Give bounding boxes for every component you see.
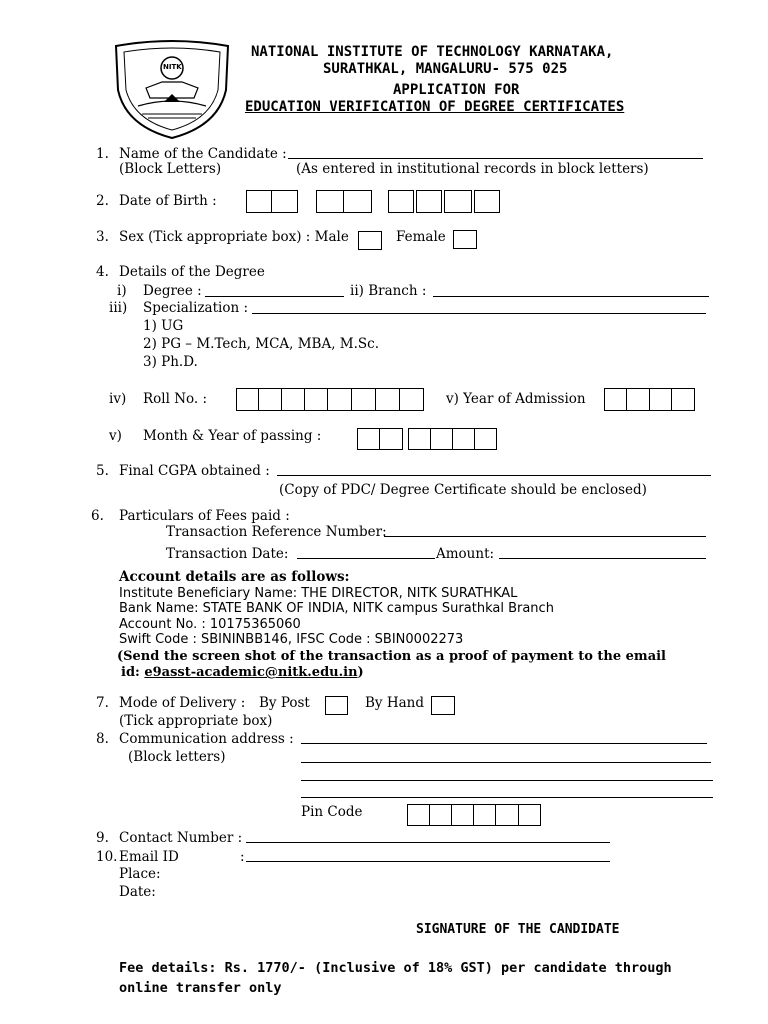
dob-label: Date of Birth : xyxy=(119,193,217,209)
item-number: 3. xyxy=(96,229,109,245)
specialization-label: Specialization : xyxy=(143,300,249,316)
transaction-ref-label: Transaction Reference Number: xyxy=(166,524,387,540)
spec-option-phd: 3) Ph.D. xyxy=(143,354,198,370)
contact-label: Contact Number : xyxy=(119,830,243,846)
item-number: 10. xyxy=(96,849,118,865)
delivery-sub: (Tick appropriate box) xyxy=(119,713,273,729)
degree-label: Degree : xyxy=(143,283,202,299)
email-colon: : xyxy=(240,849,245,865)
fees-label: Particulars of Fees paid : xyxy=(119,508,290,524)
by-hand-checkbox[interactable] xyxy=(431,696,455,715)
name-field[interactable] xyxy=(288,158,703,159)
cgpa-note: (Copy of PDC/ Degree Certificate should be enclosed) xyxy=(279,482,647,498)
header-application-for: APPLICATION FOR xyxy=(393,82,520,98)
account-beneficiary: Institute Beneficiary Name: THE DIRECTOR, NITK SURATHKAL xyxy=(119,586,518,601)
amount-label: Amount: xyxy=(436,546,495,562)
specialization-field[interactable] xyxy=(252,313,706,314)
roll-no-boxes[interactable] xyxy=(236,388,424,411)
header-title: EDUCATION VERIFICATION OF DEGREE CERTIFICATES xyxy=(245,99,625,115)
by-post-label: By Post xyxy=(259,695,310,711)
fee-details-line2: online transfer only xyxy=(119,980,282,996)
branch-label: ii) Branch : xyxy=(350,283,427,299)
name-label: Name of the Candidate : xyxy=(119,146,287,162)
degree-details-label: Details of the Degree xyxy=(119,264,265,280)
transaction-ref-field[interactable] xyxy=(384,536,706,537)
passing-month-boxes[interactable] xyxy=(357,428,403,450)
name-sub-block-letters: (Block Letters) xyxy=(119,161,222,177)
sex-label: Sex (Tick appropriate box) : Male xyxy=(119,229,349,245)
pin-code-label: Pin Code xyxy=(301,804,363,820)
item-number: 6. xyxy=(91,508,104,524)
item-number: 4. xyxy=(96,264,109,280)
year-of-admission-boxes[interactable] xyxy=(604,388,695,411)
item-number: 2. xyxy=(96,193,109,209)
cgpa-label: Final CGPA obtained : xyxy=(119,463,270,479)
female-label: Female xyxy=(396,229,446,245)
sub-item-number: iii) xyxy=(109,300,128,316)
email-prefix: id: xyxy=(121,665,145,680)
by-post-checkbox[interactable] xyxy=(325,696,348,715)
payment-proof-note: (Send the screen shot of the transaction as a proof of payment to the email xyxy=(117,649,666,664)
item-number: 9. xyxy=(96,830,109,846)
month-year-passing-label: Month & Year of passing : xyxy=(143,428,322,444)
account-swift-ifsc: Swift Code : SBININBB146, IFSC Code : SBIN0002273 xyxy=(119,632,464,647)
account-heading: Account details are as follows: xyxy=(119,569,350,585)
passing-year-boxes[interactable] xyxy=(408,428,497,450)
address-line-3[interactable] xyxy=(301,780,713,781)
sub-item-number: iv) xyxy=(109,391,127,407)
item-number: 7. xyxy=(96,695,109,711)
cgpa-field[interactable] xyxy=(277,475,711,476)
item-number: 5. xyxy=(96,463,109,479)
transaction-date-label: Transaction Date: xyxy=(166,546,289,562)
address-line-4[interactable] xyxy=(301,797,713,798)
email-field[interactable] xyxy=(246,861,610,862)
sub-item-number: i) xyxy=(117,283,127,299)
branch-field[interactable] xyxy=(433,296,709,297)
spec-option-pg: 2) PG – M.Tech, MCA, MBA, M.Sc. xyxy=(143,336,380,352)
signature-label: SIGNATURE OF THE CANDIDATE xyxy=(416,922,620,937)
email-suffix: ) xyxy=(357,665,364,680)
sub-item-number: v) xyxy=(109,428,122,444)
header-institute-name: NATIONAL INSTITUTE OF TECHNOLOGY KARNATAKA, xyxy=(251,44,614,60)
year-of-admission-label: v) Year of Admission xyxy=(446,391,586,407)
dob-day-boxes[interactable] xyxy=(246,190,298,213)
delivery-label: Mode of Delivery : xyxy=(119,695,246,711)
female-checkbox[interactable] xyxy=(453,230,477,249)
by-hand-label: By Hand xyxy=(365,695,424,711)
address-line-1[interactable] xyxy=(301,743,707,744)
account-bank: Bank Name: STATE BANK OF INDIA, NITK campus Surathkal Branch xyxy=(119,601,554,616)
place-label: Place: xyxy=(119,866,161,882)
item-number: 1. xyxy=(96,146,109,162)
institute-logo xyxy=(108,40,236,140)
email-label: Email ID xyxy=(119,849,179,865)
dob-month-boxes[interactable] xyxy=(316,190,372,213)
male-checkbox[interactable] xyxy=(358,231,382,250)
address-sub: (Block letters) xyxy=(128,749,226,765)
item-number: 8. xyxy=(96,731,109,747)
transaction-date-field[interactable] xyxy=(297,558,435,559)
contact-field[interactable] xyxy=(246,842,610,843)
logo-text: NITK xyxy=(163,63,182,71)
amount-field[interactable] xyxy=(499,558,706,559)
roll-no-label: Roll No. : xyxy=(143,391,208,407)
account-number: Account No. : 10175365060 xyxy=(119,617,301,632)
fee-details-line1: Fee details: Rs. 1770/- (Inclusive of 18% GST) per candidate through xyxy=(119,960,672,976)
dob-year-boxes[interactable] xyxy=(388,190,502,213)
header-address: SURATHKAL, MANGALURU- 575 025 xyxy=(323,61,568,77)
payment-proof-email-line xyxy=(121,664,364,681)
degree-field[interactable] xyxy=(205,296,344,297)
spec-option-ug: 1) UG xyxy=(143,318,184,334)
pin-code-boxes[interactable] xyxy=(407,804,541,826)
address-line-2[interactable] xyxy=(301,762,711,763)
academic-email-link[interactable]: e9asst-academic@nitk.edu.in xyxy=(144,665,358,680)
date-label: Date: xyxy=(119,884,156,900)
name-sub-note: (As entered in institutional records in block letters) xyxy=(296,161,649,177)
address-label: Communication address : xyxy=(119,731,294,747)
